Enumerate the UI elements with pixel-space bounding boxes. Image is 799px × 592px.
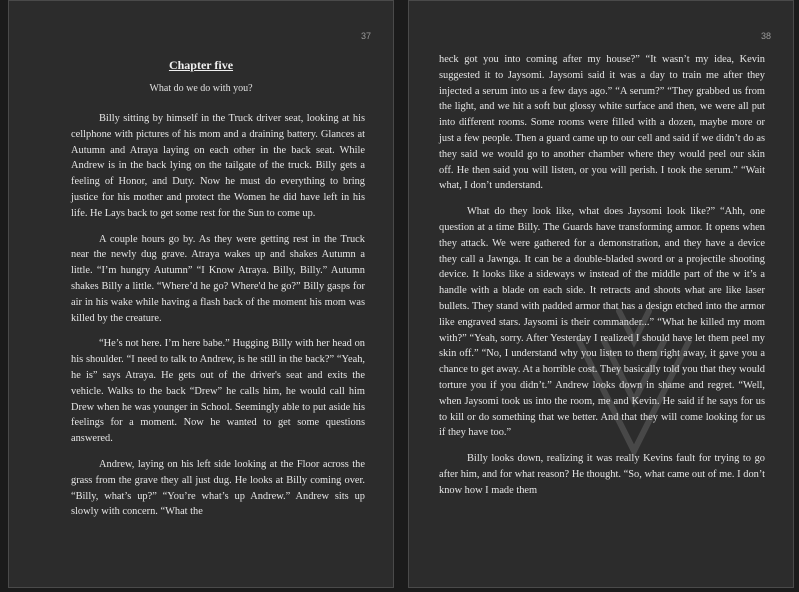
paragraph: Billy looks down, realizing it was really Kevins fault for trying to go after him, and for what reason? He thought. “So, what came out of me. I don’t know how I made them (439, 453, 765, 496)
right-page (408, 0, 794, 588)
paragraph: What do they look like, what does Jaysomi look like?” “Ahh, one question at a time Billy. The Guards have transforming armor. It opens when they attack. We were gathered for a demonstration, and they have a device they call a Jawnga. It can be a double-bladed sword or a projectile shooting device. It looks like a sideways w instead of the middle part of the w it’s a handle with a blade on each side. It retracts and shoots what are like laser bullets. They stand with padded armor that has a design etched into the armor like engraved stars. Jaysomi is their commander...” “What he killed my mom with?” “Yeah, sorry. After Yesterday I realized I should have let them peel my skin off.” “No, I understand why you listen to them right away, it gave you a chance to get away. At a horrible cost. They basically told you that they would torture you if you didn’t.” Andrew looks down in shame and regret. “Well, when Jaysomi took us into the room, me and Kevin. He said if he says for us to kill or do something that we better. And that they will come looking for us if they have too.” (439, 206, 765, 439)
page-number: 37 (360, 31, 371, 41)
paragraph: Billy sitting by himself in the Truck driver seat, looking at his cellphone with pictures of his mom and a draining battery. Glances at Autumn and Atraya laying on each other in the back seat. While Andrew is in the back lying on the tailgate of the truck. Billy gets a feeling of Honor, and Duty. Now he must do everything to bring justice for his mother and protect the Women he did have left in his life. He Lays back to get some rest for the Sun to come up. (71, 113, 365, 219)
chapter-title: Chapter five (168, 58, 234, 72)
page-body (71, 111, 365, 530)
page-number: 38 (760, 31, 771, 41)
paragraph: A couple hours go by. As they were getting rest in the Truck near the newly dug grave. Atraya wakes up and shakes Autumn a little. “I’m hungry Autumn” “I Know Atraya. Billy, Billy.” Autumn shakes Billy a little. “Where’d he go? Where'd he go?” Billy gasps for air in his wake while having a flash back of the moment his mom was killed by the creature. (71, 233, 365, 324)
page-body (439, 52, 765, 509)
paragraph: “He’s not here. I’m here babe.” Hugging Billy with her head on his shoulder. “I need to talk to Andrew, is he still in the back?” “Yeah, he is” says Atraya. He gets out of the driver's seat and exits the vehicle. Walks to the back “Drew” he calls him, he would call him Drew when he was younger in School. Seemingly able to put aside his feelings for a moment. Now he wanted to get some questions answered. (71, 338, 365, 445)
left-page (8, 0, 394, 588)
chapter-subtitle: What do we do with you? (149, 83, 253, 94)
paragraph: heck got you into coming after my house?” “It wasn’t my idea, Kevin suggested it to Jaysomi. Jaysomi said it was a day to train me after they injected a serum into us a few days ago.” “A serum?” “They grabbed us from the light, and we hit a soft but glossy white surface and then, we were all put into different rooms. Some rooms were filled with a dozen, maybe more or just a few people. Then a guard came up to our cell and said if we didn’t do as they said we would go to another chamber where they would peel our skin off. He then said you will listen, or you will perish. I took the serum.” “Wait what, I don’t understand. (439, 54, 765, 192)
paragraph: Andrew, laying on his left side looking at the Floor across the grass from the grave they all just dug. He looks at Billy coming over. “Billy, what’s up?” “You’re what’s up Andrew.” Andrew sits up slowly with concern. “What the (71, 458, 365, 518)
